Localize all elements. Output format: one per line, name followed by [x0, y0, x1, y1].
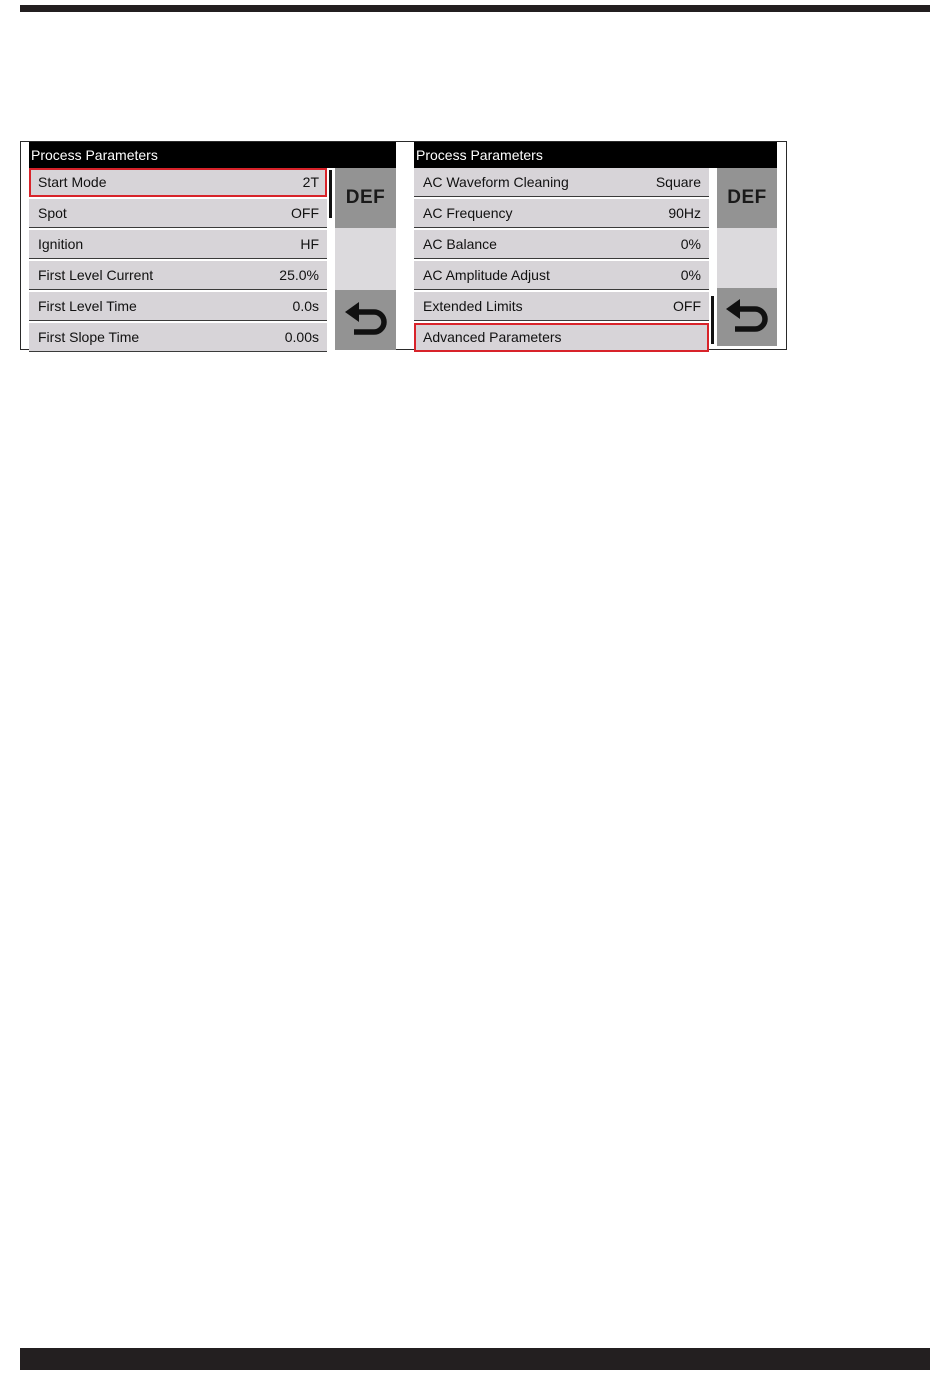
- side-button-panel: [717, 168, 777, 346]
- process-parameters-screen-left: [29, 142, 396, 350]
- param-label: AC Amplitude Adjust: [423, 267, 550, 283]
- param-label: Extended Limits: [423, 298, 523, 314]
- param-value: OFF: [291, 205, 319, 221]
- return-arrow-icon: [723, 297, 771, 337]
- param-value: 0.0s: [292, 298, 319, 314]
- param-value: 0%: [680, 236, 701, 252]
- param-row-first-level-current[interactable]: [29, 261, 327, 290]
- return-arrow-icon: [342, 300, 390, 340]
- param-row-start-mode[interactable]: [29, 168, 327, 197]
- scrollbar-thumb[interactable]: [329, 170, 332, 218]
- page-header-bar: [20, 5, 930, 12]
- param-row-ignition[interactable]: [29, 230, 327, 259]
- def-button[interactable]: DEF: [335, 168, 396, 228]
- process-parameters-screen-right: [414, 142, 777, 349]
- param-row-ac-balance[interactable]: [414, 230, 709, 259]
- param-label: Advanced Parameters: [423, 329, 562, 345]
- param-row-ac-frequency[interactable]: [414, 199, 709, 228]
- page-footer-bar: [20, 1348, 930, 1370]
- param-row-spot[interactable]: [29, 199, 327, 228]
- param-label: First Slope Time: [38, 329, 140, 345]
- param-value: 25.0%: [279, 267, 319, 283]
- param-value: HF: [300, 236, 319, 252]
- parameter-list: [414, 168, 709, 354]
- param-value: 0%: [680, 267, 701, 283]
- param-label: Ignition: [38, 236, 84, 252]
- param-row-extended-limits[interactable]: [414, 292, 709, 321]
- param-label: Spot: [38, 205, 67, 221]
- scrollbar-thumb[interactable]: [711, 296, 714, 344]
- scrollbar[interactable]: [328, 168, 333, 350]
- param-row-ac-amplitude-adjust[interactable]: [414, 261, 709, 290]
- param-row-advanced-parameters[interactable]: [414, 323, 709, 352]
- param-value: 0.00s: [284, 329, 319, 345]
- side-button-panel: [335, 168, 396, 350]
- back-button[interactable]: [717, 288, 777, 346]
- param-label: First Level Current: [38, 267, 154, 283]
- param-value: 90Hz: [668, 205, 701, 221]
- param-row-first-slope-time[interactable]: [29, 323, 327, 352]
- screen-title: Process Parameters: [414, 142, 777, 168]
- param-value: Square: [655, 174, 701, 190]
- param-label: First Level Time: [38, 298, 137, 314]
- param-row-ac-waveform-cleaning[interactable]: [414, 168, 709, 197]
- param-row-first-level-time[interactable]: [29, 292, 327, 321]
- parameter-list: [29, 168, 327, 354]
- param-label: AC Waveform Cleaning: [423, 174, 569, 190]
- param-label: Start Mode: [38, 174, 107, 190]
- param-value: 2T: [302, 174, 319, 190]
- param-label: AC Frequency: [423, 205, 513, 221]
- screen-title: Process Parameters: [29, 142, 396, 168]
- param-value: OFF: [673, 298, 701, 314]
- scrollbar[interactable]: [710, 168, 715, 346]
- def-button[interactable]: DEF: [717, 168, 777, 228]
- param-label: AC Balance: [423, 236, 497, 252]
- back-button[interactable]: [335, 290, 396, 350]
